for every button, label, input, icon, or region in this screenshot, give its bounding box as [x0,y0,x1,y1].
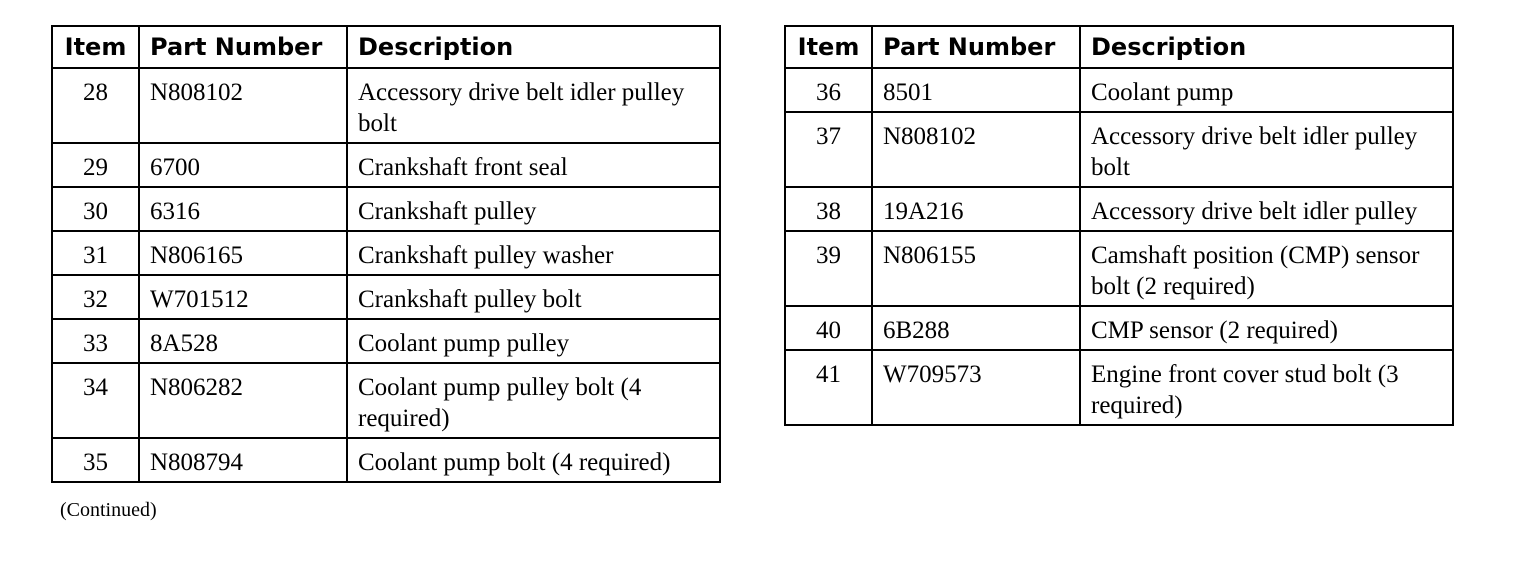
part-number-cell: W709573 [872,350,1080,425]
item-cell: 32 [52,275,139,319]
item-cell: 35 [52,438,139,482]
table-row [52,143,720,187]
header-part-number: Part Number [139,26,347,68]
part-number-cell: 8A528 [139,319,347,363]
description-cell: Coolant pump bolt (4 required) [347,438,720,482]
header-part-number: Part Number [872,26,1080,68]
parts-table-right [784,25,1454,426]
item-cell: 39 [785,231,872,306]
description-cell: CMP sensor (2 required) [1080,306,1453,350]
description-cell: Crankshaft front seal [347,143,720,187]
description-cell: Crankshaft pulley washer [347,231,720,275]
table-row [52,363,720,438]
table-row [52,438,720,482]
description-cell: Camshaft position (CMP) sensor bolt (2 required) [1080,231,1453,306]
description-cell: Accessory drive belt idler pulley [1080,187,1453,231]
table-row [785,187,1453,231]
header-description: Description [1080,26,1453,68]
part-number-cell: N808102 [872,112,1080,187]
table-row [785,231,1453,306]
table-row [785,306,1453,350]
header-description: Description [347,26,720,68]
part-number-cell: 19A216 [872,187,1080,231]
item-cell: 38 [785,187,872,231]
item-cell: 34 [52,363,139,438]
description-cell: Accessory drive belt idler pulley bolt [347,68,720,143]
part-number-cell: N808102 [139,68,347,143]
description-cell: Coolant pump pulley [347,319,720,363]
item-cell: 30 [52,187,139,231]
part-number-cell: 6B288 [872,306,1080,350]
item-cell: 41 [785,350,872,425]
table-row [52,319,720,363]
part-number-cell: 6700 [139,143,347,187]
description-cell: Engine front cover stud bolt (3 required) [1080,350,1453,425]
table-header-row [785,26,1453,68]
table-row [785,68,1453,112]
part-number-cell: N806165 [139,231,347,275]
table-row [52,68,720,143]
table-header-row [52,26,720,68]
table-row [52,231,720,275]
continued-note: (Continued) [60,499,157,521]
item-cell: 29 [52,143,139,187]
table-row [785,112,1453,187]
description-cell: Accessory drive belt idler pulley bolt [1080,112,1453,187]
item-cell: 28 [52,68,139,143]
part-number-cell: N806155 [872,231,1080,306]
table-row [52,275,720,319]
parts-table-left [51,25,721,483]
part-number-cell: 8501 [872,68,1080,112]
header-item: Item [52,26,139,68]
item-cell: 36 [785,68,872,112]
item-cell: 40 [785,306,872,350]
part-number-cell: 6316 [139,187,347,231]
item-cell: 33 [52,319,139,363]
description-cell: Coolant pump pulley bolt (4 required) [347,363,720,438]
part-number-cell: N806282 [139,363,347,438]
part-number-cell: W701512 [139,275,347,319]
table-row [52,187,720,231]
item-cell: 37 [785,112,872,187]
table-row [785,350,1453,425]
part-number-cell: N808794 [139,438,347,482]
description-cell: Crankshaft pulley [347,187,720,231]
item-cell: 31 [52,231,139,275]
description-cell: Coolant pump [1080,68,1453,112]
header-item: Item [785,26,872,68]
description-cell: Crankshaft pulley bolt [347,275,720,319]
